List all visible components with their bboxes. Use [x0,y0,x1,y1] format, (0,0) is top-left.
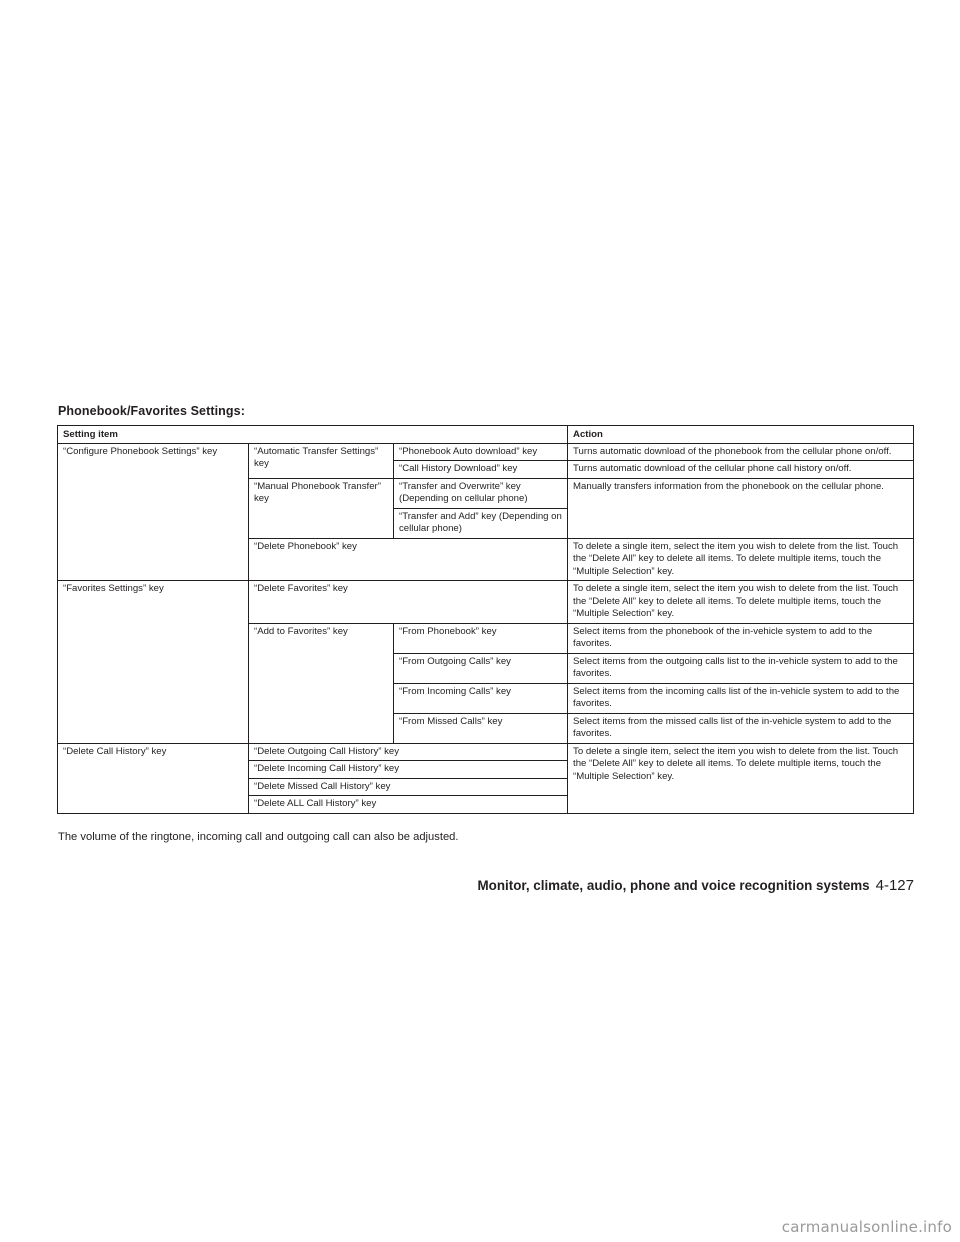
chapter-title: Monitor, climate, audio, phone and voice recognition systems [477,878,870,893]
setting-option-cell: “From Outgoing Calls” key [394,653,568,683]
action-cell: Select items from the outgoing calls list to the in-vehicle system to add to the favorites. [568,653,914,683]
footnote: The volume of the ringtone, incoming call and outgoing call can also be adjusted. [58,831,459,843]
table-row [58,581,914,624]
setting-item-cell: “Configure Phonebook Settings” key [58,443,249,581]
phonebook-favorites-settings-table [57,425,914,814]
setting-subitem-cell: “Delete Missed Call History” key [249,778,568,796]
setting-option-cell: “Transfer and Add” key (Depending on cellular phone) [394,508,568,538]
setting-subitem-cell: “Delete ALL Call History” key [249,796,568,814]
action-cell: Select items from the missed calls list of the in-vehicle system to add to the favorites. [568,713,914,743]
setting-item-cell: “Delete Call History” key [58,743,249,813]
setting-item-cell: “Favorites Settings” key [58,581,249,744]
table-row [58,743,914,761]
setting-option-cell: “Phonebook Auto download” key [394,443,568,461]
setting-option-cell: “Transfer and Overwrite” key (Depending on cellular phone) [394,478,568,508]
action-cell: To delete a single item, select the item you wish to delete from the list. Touch the “Delete All” key to delete all items. To delete multiple items, touch the “Multiple Selection” key. [568,538,914,581]
setting-subitem-cell: “Automatic Transfer Settings” key [249,443,394,478]
action-cell: Select items from the incoming calls list of the in-vehicle system to add to the favorites. [568,683,914,713]
action-cell: Turns automatic download of the phonebook from the cellular phone on/off. [568,443,914,461]
setting-subitem-cell: “Delete Phonebook” key [249,538,568,581]
section-title: Phonebook/Favorites Settings: [58,404,245,418]
setting-subitem-cell: “Delete Favorites” key [249,581,568,624]
setting-subitem-cell: “Add to Favorites” key [249,623,394,743]
action-cell: To delete a single item, select the item you wish to delete from the list. Touch the “Delete All” key to delete all items. To delete multiple items, touch the “Multiple Selection” key. [568,743,914,813]
setting-subitem-cell: “Delete Incoming Call History” key [249,761,568,779]
setting-option-cell: “From Phonebook” key [394,623,568,653]
table-row [58,443,914,461]
setting-option-cell: “Call History Download” key [394,461,568,479]
watermark: carmanualsonline.info [781,1218,952,1236]
setting-subitem-cell: “Manual Phonebook Transfer” key [249,478,394,538]
action-cell: Turns automatic download of the cellular phone call history on/off. [568,461,914,479]
setting-option-cell: “From Missed Calls” key [394,713,568,743]
page-footer [414,877,914,894]
setting-option-cell: “From Incoming Calls” key [394,683,568,713]
table-header-row [58,426,914,444]
header-action: Action [568,426,914,444]
page-number: 4-127 [875,877,914,894]
setting-subitem-cell: “Delete Outgoing Call History” key [249,743,568,761]
header-setting-item: Setting item [58,426,568,444]
action-cell: Manually transfers information from the phonebook on the cellular phone. [568,478,914,538]
action-cell: To delete a single item, select the item you wish to delete from the list. Touch the “Delete All” key to delete all items. To delete multiple items, touch the “Multiple Selection” key. [568,581,914,624]
action-cell: Select items from the phonebook of the in-vehicle system to add to the favorites. [568,623,914,653]
